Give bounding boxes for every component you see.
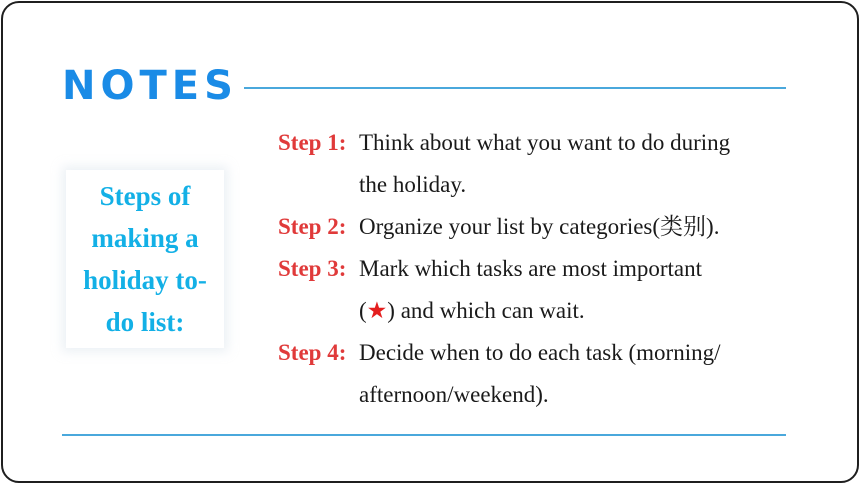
step-item <box>278 332 798 416</box>
paren-open: ( <box>359 298 367 323</box>
step-text <box>359 248 798 332</box>
step-text-tail: ) and which can wait. <box>387 298 585 323</box>
bottom-divider <box>62 434 786 436</box>
step-text <box>359 122 798 206</box>
step-label: Step 2: <box>278 214 347 239</box>
step-item <box>278 248 798 332</box>
step-item <box>278 122 798 206</box>
side-label: Steps of making a holiday to-do list: <box>83 181 207 337</box>
step-label: Step 4: <box>278 340 347 365</box>
title-divider <box>244 87 786 89</box>
step-text-line: Mark which tasks are most important <box>359 256 703 281</box>
step-text-line: the holiday. <box>359 172 467 197</box>
steps-list <box>278 122 798 416</box>
step-label: Step 1: <box>278 130 347 155</box>
step-text <box>359 332 798 416</box>
page-title: NOTES <box>62 63 238 109</box>
step-text-line: Think about what you want to do during <box>359 130 731 155</box>
star-icon: ★ <box>366 298 388 323</box>
step-text-line: afternoon/weekend). <box>359 382 549 407</box>
step-text-line <box>359 290 798 332</box>
step-item <box>278 206 798 248</box>
step-text-line: Organize your list by categories(类别). <box>359 214 720 239</box>
step-label: Step 3: <box>278 256 347 281</box>
step-text-line: Decide when to do each task (morning/ <box>359 340 721 365</box>
side-label-box <box>66 170 224 348</box>
step-text <box>359 206 798 248</box>
